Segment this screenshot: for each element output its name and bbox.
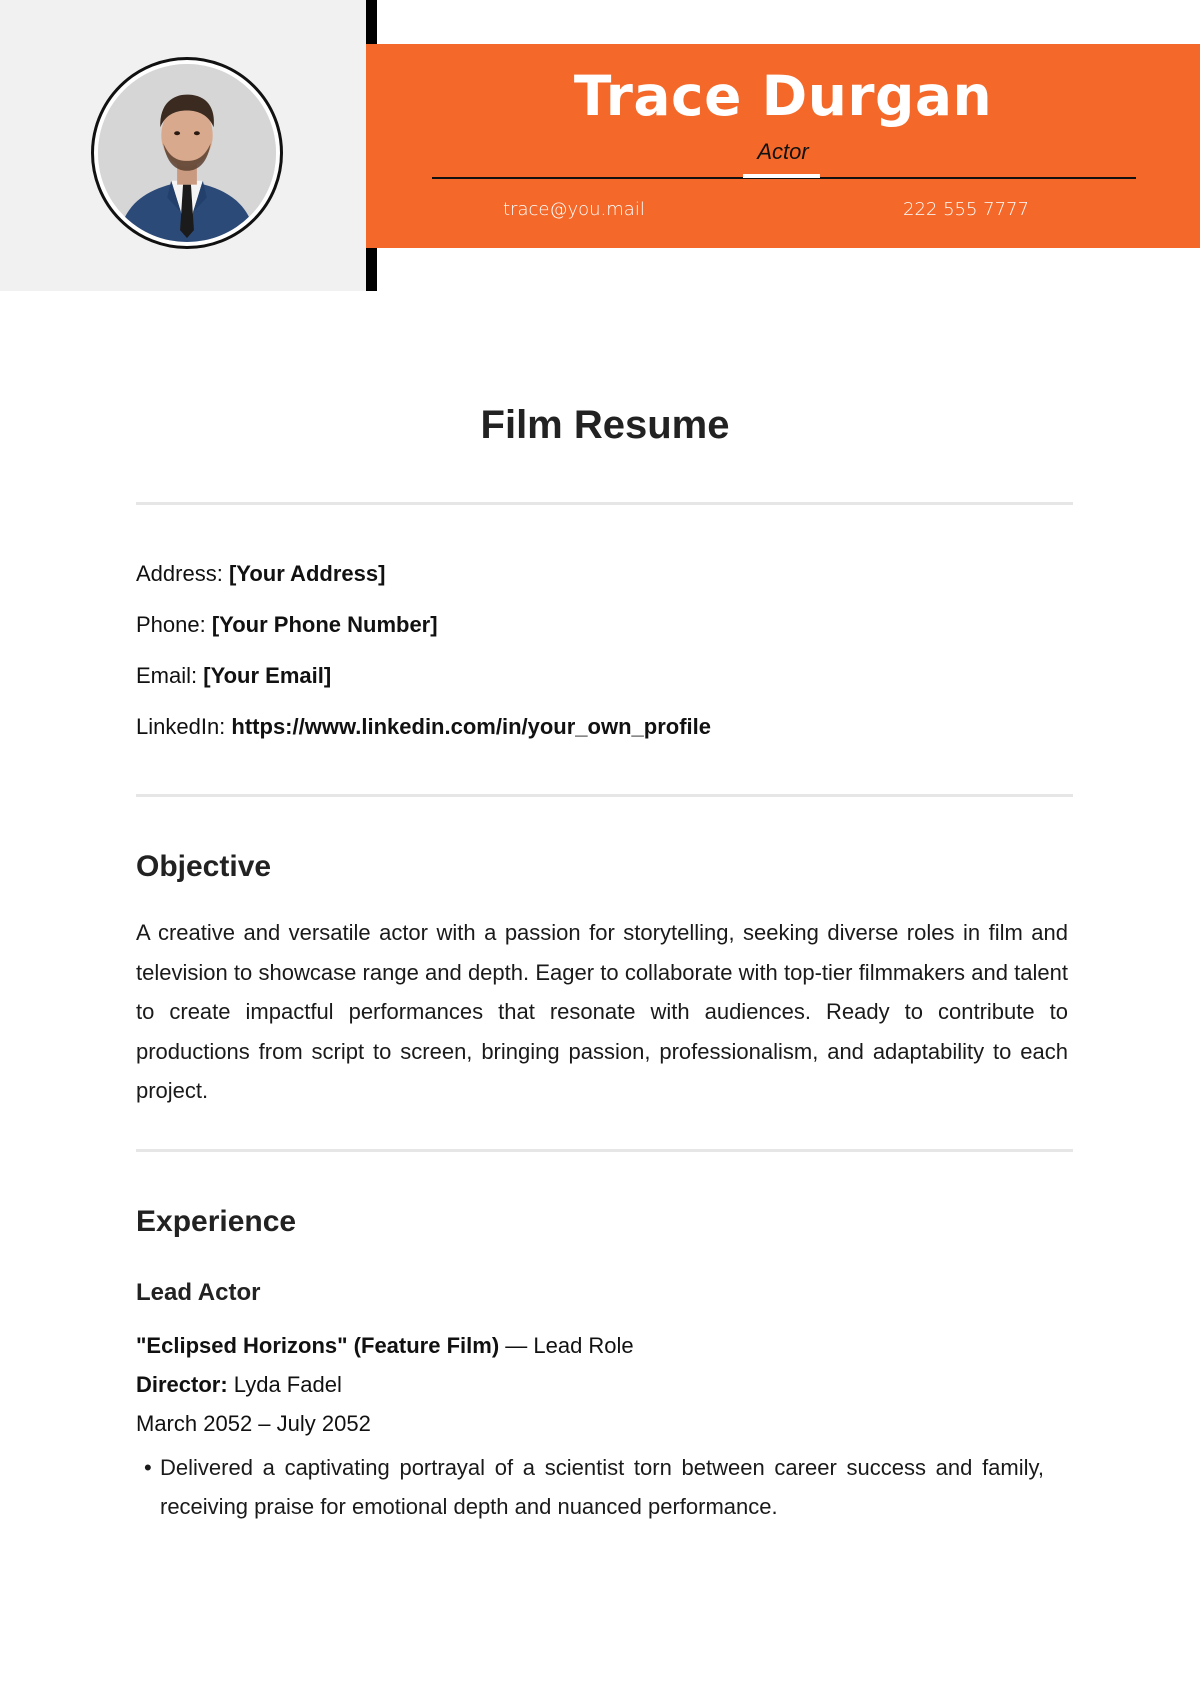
address-line xyxy=(136,561,385,587)
director-line xyxy=(136,1372,342,1398)
linkedin-line xyxy=(136,714,711,740)
bullet-icon: • xyxy=(144,1455,152,1480)
objective-heading: Objective xyxy=(136,850,272,883)
avatar-frame xyxy=(91,57,283,249)
list-item xyxy=(144,1448,1044,1526)
job-dates: March 2052 – July 2052 xyxy=(136,1411,371,1436)
phone-label: Phone: xyxy=(136,612,206,637)
production-name: "Eclipsed Horizons" (Feature Film) xyxy=(136,1333,500,1358)
section-divider xyxy=(136,794,1073,797)
address-value: [Your Address] xyxy=(228,561,386,586)
header-email: trace@you.mail xyxy=(503,199,645,220)
linkedin-label: LinkedIn: xyxy=(136,714,226,739)
section-divider xyxy=(136,502,1073,505)
objective-text: A creative and versatile actor with a passion for storytelling, seeking diverse roles in film and television to showcase range and depth. Eager to collaborate with top-tier filmmakers and talent to create impactful performances that resonate with audiences. Ready to contribute to productions from script to screen, bringing passion, professionalism, and adaptability to each project. xyxy=(136,920,1068,1103)
header-banner xyxy=(366,44,1200,248)
header-phone: 222 555 7777 xyxy=(903,199,1029,220)
phone-line xyxy=(136,612,438,638)
job-title: Lead Actor xyxy=(136,1279,261,1306)
avatar xyxy=(98,64,276,242)
phone-value: [Your Phone Number] xyxy=(211,612,438,637)
email-line xyxy=(136,663,331,689)
production-role: — Lead Role xyxy=(499,1333,634,1358)
photo-panel xyxy=(0,0,366,291)
candidate-name: Trace Durgan xyxy=(573,64,993,128)
bullet-text: Delivered a captivating portrayal of a scientist torn between career success and family, receiving praise for emotional depth and nuanced performance. xyxy=(160,1455,1044,1519)
linkedin-value[interactable]: https://www.linkedin.com/in/your_own_profile xyxy=(231,714,711,739)
section-divider xyxy=(136,1149,1073,1152)
director-label: Director: xyxy=(136,1372,228,1397)
candidate-role: Actor xyxy=(757,139,809,164)
email-label: Email: xyxy=(136,663,198,688)
director-name: Lyda Fadel xyxy=(227,1372,342,1397)
banner-divider-accent xyxy=(743,174,820,178)
email-value: [Your Email] xyxy=(203,663,332,688)
address-label: Address: xyxy=(136,561,223,586)
portrait-photo xyxy=(98,64,276,242)
document-title: Film Resume xyxy=(480,403,730,447)
production-line xyxy=(136,1333,634,1359)
experience-heading: Experience xyxy=(136,1205,297,1238)
